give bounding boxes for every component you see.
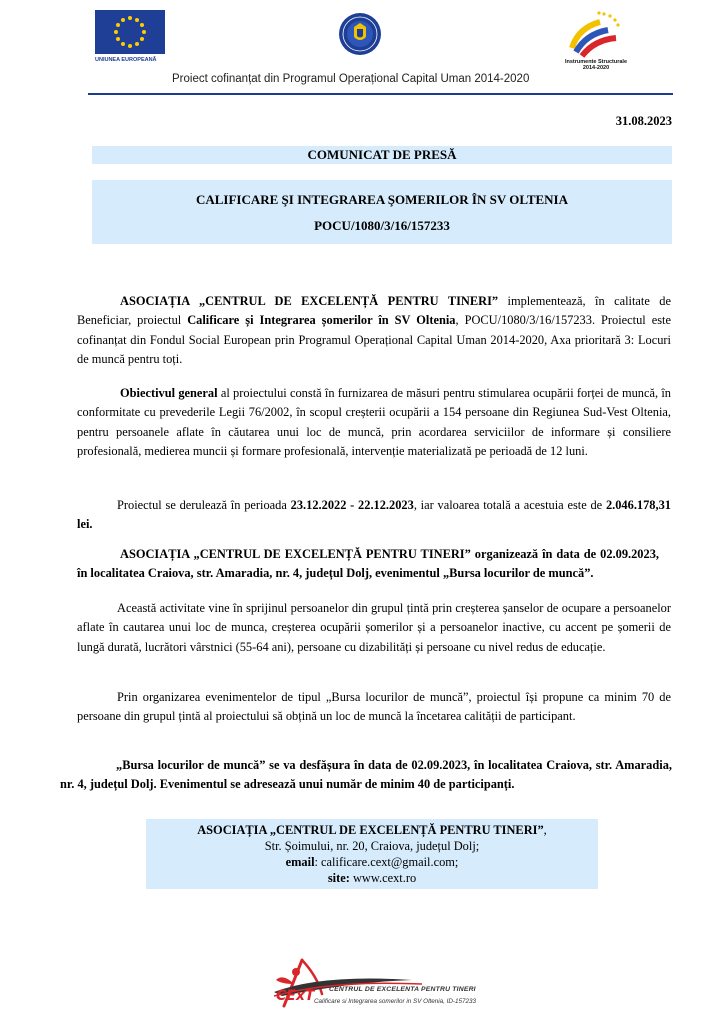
project-cofinancing-line: Proiect cofinanțat din Programul Operațional Capital Uman 2014-2020 bbox=[172, 73, 530, 85]
cext-logo bbox=[262, 954, 502, 1016]
organization-name: ASOCIAȚIA „CENTRUL DE EXCELENȚĂ PENTRU TINERI” bbox=[120, 294, 499, 308]
site-value[interactable]: www.cext.ro bbox=[349, 871, 417, 885]
paragraph-event-details bbox=[60, 756, 672, 795]
paragraph-text: implementează, în calitate de Beneficiar, proiectul bbox=[77, 294, 671, 328]
contact-organization-suffix: , bbox=[543, 823, 547, 837]
paragraph-event-announcement bbox=[77, 545, 659, 584]
project-value: 2.046.178,31 lei. bbox=[77, 498, 671, 532]
header-divider bbox=[88, 93, 673, 95]
cext-mark-text: CExT bbox=[276, 988, 315, 1004]
contact-organization bbox=[146, 822, 598, 838]
contact-email bbox=[146, 854, 598, 870]
paragraph-text: , POCU/1080/3/16/157233. Proiectul este cofinanțat din Fondul Social European prin Programul Operațional Capital Uman 2014-2020, Axa prioritară 3: Locuri de muncă pentru toți. bbox=[77, 313, 671, 367]
paragraph-event-goal bbox=[77, 688, 671, 727]
email-value[interactable]: : calificare.cext@gmail.com; bbox=[314, 855, 459, 869]
press-release-heading: COMUNICAT DE PRESĂ bbox=[307, 147, 457, 162]
eu-caption: UNIUNEA EUROPEANĂ bbox=[95, 57, 157, 63]
general-objective-label: Obiectivul general bbox=[120, 386, 218, 400]
cext-logo-mark-icon bbox=[262, 954, 502, 1016]
contact-address: Str. Șoimului, nr. 20, Craiova, județul Dolj; bbox=[264, 839, 480, 853]
paragraph-implementation bbox=[77, 292, 671, 370]
event-details: „Bursa locurilor de muncă” se va desfășura în data de 02.09.2023, în localitatea Craiova, str. Amaradia, nr. 4, județul Dolj. Evenimentul se adresează unui număr de minim 40 de participanți. bbox=[60, 758, 672, 792]
event-announcement: ASOCIAȚIA „CENTRUL DE EXCELENȚĂ PENTRU TINERI” organizează în data de 02.09.2023, în localitatea Craiova, str. Amaradia, nr. 4, județul Dolj, evenimentul „Bursa locurilor de muncă”. bbox=[77, 547, 659, 581]
paragraph-general-objective bbox=[77, 384, 671, 462]
paragraph-activity-description bbox=[77, 599, 671, 657]
contact-organization-name: ASOCIAȚIA „CENTRUL DE EXCELENȚĂ PENTRU TINERI” bbox=[197, 823, 544, 837]
project-title: CALIFICARE ŞI INTEGRAREA ŞOMERILOR ÎN SV OLTENIA bbox=[195, 192, 569, 207]
project-name: Calificare și Integrarea șomerilor în SV Oltenia bbox=[187, 313, 456, 328]
cext-organization-name: CENTRUL DE EXCELENTA PENTRU TINERI bbox=[329, 986, 476, 993]
project-code: POCU/1080/3/16/157233 bbox=[314, 218, 450, 233]
paragraph-period-value bbox=[77, 496, 671, 535]
press-release-heading-band bbox=[92, 146, 672, 164]
contact-site bbox=[146, 870, 598, 886]
paragraph-text: Prin organizarea evenimentelor de tipul „Bursa locurilor de muncă”, proiectul își propune ca minim 70 de persoane din grupul țintă al proiectului să obțină un loc de muncă la încetarea calității de participant. bbox=[77, 690, 671, 724]
email-label: email bbox=[285, 855, 315, 869]
paragraph-text: Proiectul se derulează în perioada bbox=[117, 498, 291, 512]
document-date: 31.08.2023 bbox=[615, 114, 672, 128]
eu-flag-icon bbox=[95, 10, 165, 54]
paragraph-text: Această activitate vine în sprijinul persoanelor din grupul țintă prin creșterea șanselor de ocupare a persoanelor aflate în cautarea unui loc de munca, creșterea ocupării șomerilor și a persoanelor inactive, cu accent pe șomerii de lungă durată, lucrători vârstnici (55-64 ani), persoane cu dizabilități și persoane cu nivel redus de educație. bbox=[77, 601, 671, 654]
paragraph-text: , iar valoarea totală a acestuia este de bbox=[413, 498, 606, 512]
contact-box bbox=[146, 819, 598, 889]
structural-instruments-caption-line-1: Instrumente Structurale bbox=[564, 59, 628, 65]
site-label: site: bbox=[327, 871, 350, 885]
paragraph-text: al proiectului constă în furnizarea de măsuri pentru stimularea ocupării forței de muncă, în conformitate cu prevederile Legii 76/2002, în scopul creșterii ocupării a 154 persoane din Regiunea Sud-Vest Oltenia, pentru persoanele aflate în căutarea unui loc de muncă, prin acordarea serviciilor de informare și consiliere profesională, medierea muncii și formare profesională, intervenție materializată pe perioadă de 12 luni. bbox=[77, 386, 671, 459]
romanian-government-seal-icon bbox=[337, 11, 383, 57]
structural-instruments-caption bbox=[556, 59, 636, 71]
eu-logo bbox=[95, 10, 165, 63]
cext-project-subtitle: Calificare si Integrarea somerilor in SV Oltenia, ID-157233 bbox=[314, 998, 477, 1005]
project-title-band bbox=[92, 180, 672, 244]
project-period: 23.12.2022 - 22.12.2023 bbox=[290, 498, 414, 512]
structural-instruments-caption-line-2: 2014-2020 bbox=[582, 65, 610, 71]
